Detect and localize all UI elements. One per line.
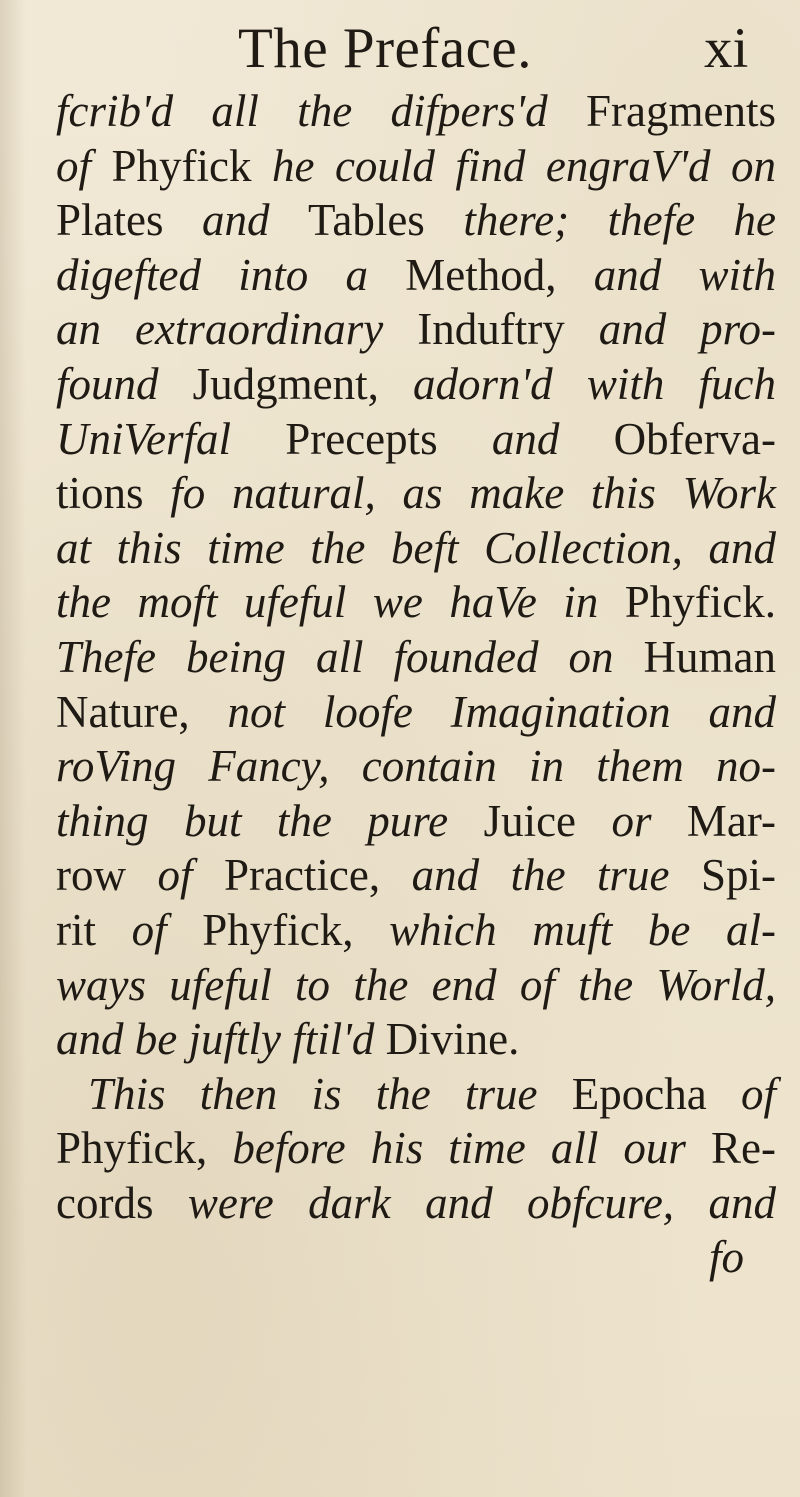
roman-segment: Re- xyxy=(711,1123,776,1174)
text-line xyxy=(56,248,776,303)
page-number: xi xyxy=(704,17,749,80)
roman-segment: Phyfick xyxy=(111,140,272,191)
roman-segment: Obferva- xyxy=(613,413,777,464)
italic-segment: adorn'd with fuch xyxy=(413,358,776,409)
italic-segment: and the true xyxy=(411,850,701,901)
roman-segment: Method, xyxy=(405,249,594,300)
text-line xyxy=(56,1176,776,1231)
roman-segment: Nature, xyxy=(56,686,228,737)
italic-segment: before his time all our xyxy=(232,1123,712,1174)
italic-segment: thing but the pure xyxy=(56,795,484,846)
roman-segment: Human xyxy=(643,631,776,682)
text-line xyxy=(56,1012,776,1067)
text-line xyxy=(56,466,776,521)
roman-segment: Epocha xyxy=(571,1068,741,1119)
roman-segment: row xyxy=(56,850,158,901)
italic-segment: and xyxy=(491,413,614,464)
body-text xyxy=(56,84,776,1285)
roman-segment: Phyfick, xyxy=(56,1123,233,1174)
italic-segment: digefted into a xyxy=(56,249,406,300)
roman-segment: Judgment, xyxy=(192,358,414,409)
roman-segment: Plates xyxy=(56,195,202,246)
roman-segment: Divine. xyxy=(385,1014,520,1065)
roman-segment: Practice, xyxy=(223,850,412,901)
italic-segment: at this time the beft Collection, and xyxy=(56,522,776,573)
italic-segment: fcrib'd all the difpers'd xyxy=(56,86,587,136)
roman-segment: Induftry xyxy=(417,304,599,355)
text-line xyxy=(56,302,776,357)
text-line xyxy=(56,1067,776,1122)
roman-segment: Juice xyxy=(483,795,612,846)
italic-segment: of xyxy=(157,850,224,901)
italic-segment: fo natural, as make this Work xyxy=(170,468,776,519)
page-header xyxy=(0,12,800,82)
roman-segment: Phyfick, xyxy=(202,904,390,955)
italic-segment: he could find engraV'd on xyxy=(271,140,776,191)
italic-segment: an extraordinary xyxy=(56,304,418,355)
italic-segment: and be juftly ftil'd xyxy=(56,1014,386,1065)
italic-segment: of xyxy=(741,1068,777,1119)
text-line xyxy=(56,958,776,1013)
italic-segment: of xyxy=(131,904,203,955)
italic-segment: there; thefe he xyxy=(463,195,777,246)
roman-segment: Phyfick. xyxy=(624,577,776,628)
roman-segment: Precepts xyxy=(285,413,492,464)
italic-segment: roVing Fancy, contain in them no- xyxy=(56,741,776,792)
text-line xyxy=(56,139,776,194)
roman-segment: Mar- xyxy=(686,795,776,846)
roman-segment: Tables xyxy=(308,195,464,246)
text-line xyxy=(56,685,776,740)
italic-segment: ways ufeful to the end of the World, xyxy=(56,959,776,1010)
running-head: The Preface. xyxy=(238,17,532,80)
text-line xyxy=(56,848,776,903)
italic-segment: found xyxy=(56,358,193,409)
roman-segment: Spi- xyxy=(700,850,776,901)
roman-segment: rit xyxy=(56,904,132,955)
italic-segment: which muft be al- xyxy=(389,904,776,955)
text-line xyxy=(56,575,776,630)
text-line xyxy=(56,521,776,576)
italic-segment: UniVerfal xyxy=(56,413,286,464)
italic-segment: Thefe being all founded on xyxy=(56,631,644,682)
text-line xyxy=(56,903,776,958)
italic-segment: were dark and obfcure, and xyxy=(187,1177,776,1228)
italic-segment: and with xyxy=(593,249,776,300)
italic-segment: of xyxy=(56,140,112,191)
italic-segment: This then is the true xyxy=(88,1068,572,1119)
roman-segment: cords xyxy=(56,1177,188,1228)
italic-segment: not loofe Imagination and xyxy=(227,686,776,737)
text-line xyxy=(56,794,776,849)
italic-segment: or xyxy=(611,795,687,846)
roman-segment: Fragments xyxy=(586,86,776,136)
gutter-shadow xyxy=(0,0,26,1497)
text-line xyxy=(56,193,776,248)
catchword xyxy=(56,1230,776,1285)
text-line xyxy=(56,630,776,685)
roman-segment: tions xyxy=(56,468,171,519)
text-line xyxy=(56,739,776,794)
text-line xyxy=(56,357,776,412)
italic-segment: and pro- xyxy=(598,304,776,355)
text-line xyxy=(56,84,776,139)
italic-segment: fo xyxy=(708,1232,744,1283)
italic-segment: and xyxy=(202,195,308,246)
text-line xyxy=(56,412,776,467)
text-line xyxy=(56,1121,776,1176)
italic-segment: the moft ufeful we haVe in xyxy=(56,577,625,628)
